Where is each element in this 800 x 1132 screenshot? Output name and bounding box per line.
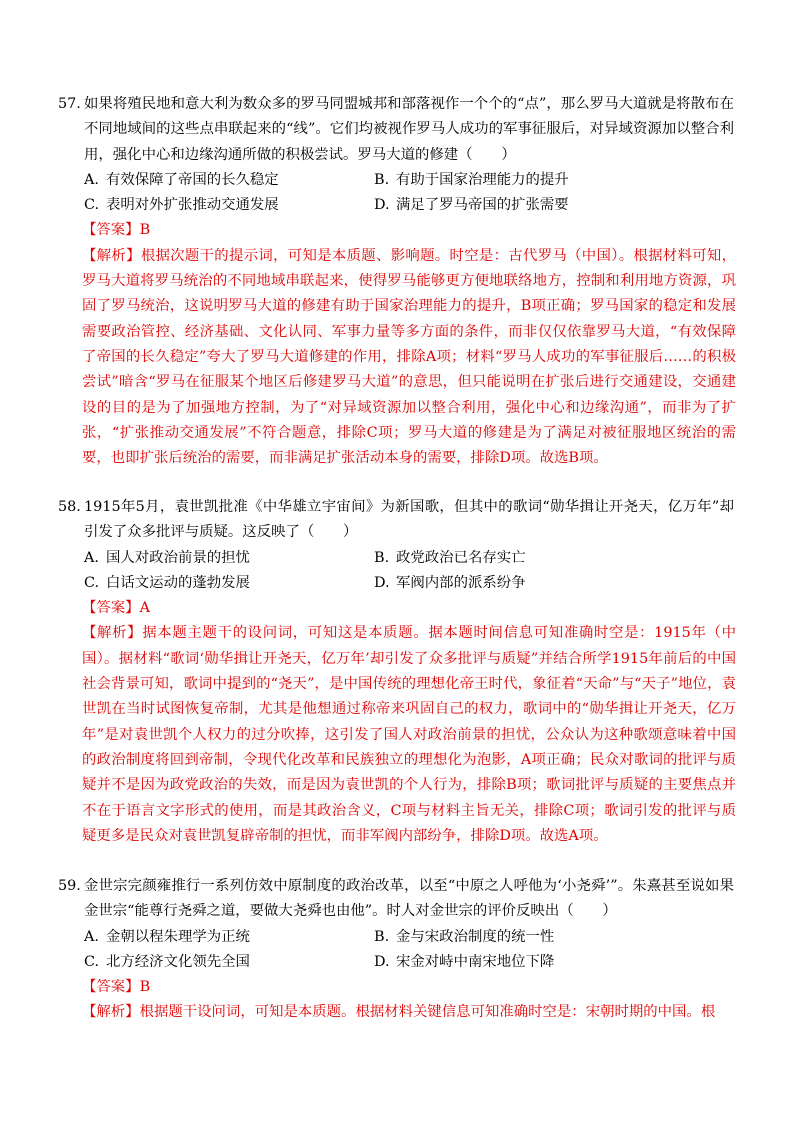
option-letter: A. xyxy=(84,928,99,945)
option-letter: A. xyxy=(84,549,99,566)
option-a xyxy=(84,168,374,193)
question-number: 57. xyxy=(58,96,81,112)
question-59 xyxy=(58,874,734,1026)
question-stem: 如果将殖民地和意大利为数众多的罗马同盟城邦和部落视作一个个的“点”，那么罗马大道就是将散布在不同地域间的这些点串联起来的“线”。它们均被视作罗马人成功的军事征服后，对异域资源加以整合利用，强化中心和边缘沟通所做的积极尝试。罗马大道的修建（ ） xyxy=(84,96,734,163)
answer-line xyxy=(82,975,736,1000)
option-text: 满足了罗马帝国的扩张需要 xyxy=(396,197,569,214)
analysis-paragraph xyxy=(82,244,736,472)
answer-tag: 【答案】 xyxy=(82,222,140,239)
option-letter: B. xyxy=(374,928,390,945)
options xyxy=(84,546,734,597)
question-stem: 金世宗完颜雍推行一系列仿效中原制度的政治改革，以至“中原之人呼他为‘小尧舜’”。朱熹甚至说如果金世宗“能尊行尧舜之道，要做大尧舜也由他”。时人对金世宗的评价反映出（ ） xyxy=(84,878,734,920)
option-a xyxy=(84,925,374,950)
option-d xyxy=(374,193,734,218)
analysis-text: 根据次题干的提示词，可知是本质题、影响题。时空是：古代罗马（中国）。根据材料可知，罗马大道将罗马统治的不同地域串联起来，使得罗马能够更方便地联络地方，控制和利用地方资源，巩固了罗马统治，这说明罗马大道的修建有助于国家治理能力的提升，B项正确；罗马国家的稳定和发展需要政治管控、经济基础、文化认同、军事力量等多方面的条件，而非仅仅依靠罗马大道，“有效保障了帝国的长久稳定”夸大了罗马大道修建的作用，排除A项；材料“罗马人成功的军事征服后……的积极尝试”暗含“罗马在征服某个地区后修建罗马大道”的意思，但只能说明在扩张后进行交通建设，交通建设的目的是为了加强地方控制，为了“对异域资源加以整合利用，强化中心和边缘沟通”，而非为了扩张，“扩张推动交通发展”不符合题意，排除C项；罗马大道的修建是为了满足对被征服地区统治的需要，也即扩张后统治的需要，而非满足扩张活动本身的需要，排除D项。故选B项。 xyxy=(82,247,736,467)
question-number: 58. xyxy=(58,499,81,515)
option-text: 国人对政治前景的担忧 xyxy=(106,549,250,566)
option-text: 宋金对峙中南宋地位下降 xyxy=(396,953,555,970)
answer-value: B xyxy=(139,979,151,996)
option-text: 政党政治已名存实亡 xyxy=(396,549,526,566)
option-letter: D. xyxy=(374,197,390,214)
answer-line xyxy=(82,218,736,243)
question-57 xyxy=(58,92,736,471)
question-stem: 1915年5月，袁世凯批准《中华雄立宇宙间》为新国歌，但其中的歌词“勋华揖让开尧天，亿万年”却引发了众多批评与质疑。这反映了（ ） xyxy=(84,499,734,541)
answer-value: A xyxy=(139,600,150,617)
option-letter: C. xyxy=(84,197,100,214)
option-d xyxy=(374,950,734,975)
analysis-text: 根据题干设问词，可知是本质题。根据材料关键信息可知准确时空是：宋朝时期的中国。根 xyxy=(139,1004,716,1021)
option-text: 有助于国家治理能力的提升 xyxy=(396,171,569,188)
option-letter: A. xyxy=(84,171,99,188)
question-58 xyxy=(58,495,736,849)
question-number: 59. xyxy=(58,878,81,894)
answer-tag: 【答案】 xyxy=(82,600,140,617)
option-b xyxy=(374,546,734,571)
option-text: 军阀内部的派系纷争 xyxy=(396,574,526,591)
analysis-paragraph xyxy=(82,621,736,849)
option-text: 金与宋政治制度的统一性 xyxy=(396,928,555,945)
answer-line xyxy=(82,596,736,621)
option-text: 有效保障了帝国的长久稳定 xyxy=(106,171,279,188)
option-c xyxy=(84,571,374,596)
option-letter: D. xyxy=(374,574,390,591)
option-text: 白话文运动的蓬勃发展 xyxy=(106,574,250,591)
analysis-paragraph xyxy=(82,1000,736,1025)
option-c xyxy=(84,950,374,975)
analysis-tag: 【解析】 xyxy=(82,625,143,642)
option-text: 表明对外扩张推动交通发展 xyxy=(106,197,279,214)
answer-value: B xyxy=(139,222,151,239)
option-letter: C. xyxy=(84,953,100,970)
option-b xyxy=(374,925,734,950)
analysis-text: 据本题主题干的设问词，可知这是本质题。据本题时间信息可知准确时空是：1915年（中国）。据材料“歌词‘勋华揖让开尧天，亿万年’却引发了众多批评与质疑”并结合所学1915年前后的中国社会背景可知，歌词中提到的“尧天”，是中国传统的理想化帝王时代，象征着“天命”与“天子”地位，袁世凯在当时试图恢复帝制，尤其是他想通过称帝来巩固自己的权力，歌词中的“勋华揖让开尧天，亿万年”是对袁世凯个人权力的过分吹捧，这引发了国人对政治前景的担忧，公众认为这种歌颂意味着中国的政治制度将回到帝制，令现代化改革和民族独立的理想化为泡影，A项正确；民众对歌词的批评与质疑并不是因为政党政治的失效，而是因为袁世凯的个人行为，排除B项；歌词批评与质疑的主要焦点并不在于语言文字形式的使用，而是其政治含义，C项与材料主旨无关，排除C项；歌词引发的批评与质疑更多是民众对袁世凯复辟帝制的担忧，而非军阀内部纷争，排除D项。故选A项。 xyxy=(82,625,736,844)
options xyxy=(84,168,734,219)
answer-tag: 【答案】 xyxy=(82,979,140,996)
option-letter: B. xyxy=(374,549,390,566)
analysis-tag: 【解析】 xyxy=(82,247,141,264)
option-letter: C. xyxy=(84,574,100,591)
analysis-tag: 【解析】 xyxy=(82,1004,140,1021)
option-b xyxy=(374,168,734,193)
option-d xyxy=(374,571,734,596)
option-text: 北方经济文化领先全国 xyxy=(106,953,250,970)
option-a xyxy=(84,546,374,571)
options xyxy=(84,925,734,976)
option-c xyxy=(84,193,374,218)
option-letter: D. xyxy=(374,953,390,970)
option-text: 金朝以程朱理学为正统 xyxy=(106,928,250,945)
option-letter: B. xyxy=(374,171,390,188)
